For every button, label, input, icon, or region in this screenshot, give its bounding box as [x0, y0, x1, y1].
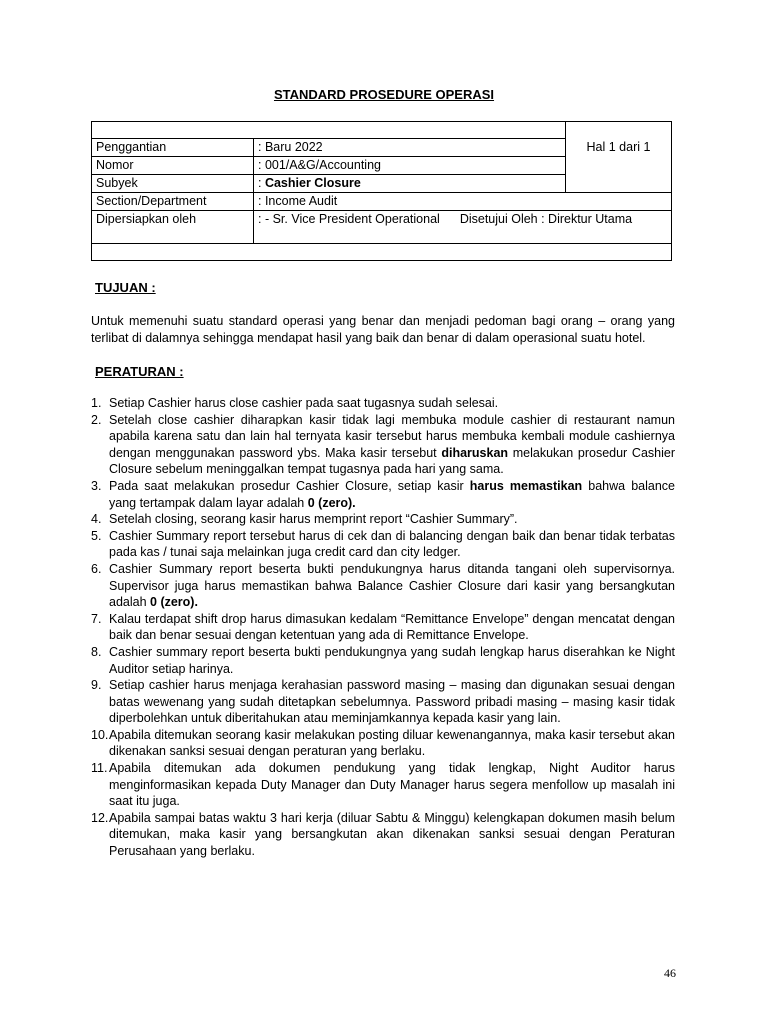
rules-list	[91, 395, 675, 860]
replacement-value: : Baru 2022	[254, 139, 566, 157]
section-label: Section/Department	[92, 193, 254, 211]
rule-item: 9. Setiap cashier harus menjaga kerahasian password masing – masing dan digunakan sesuai dengan batas wewenang yang sudah ditetapkan sebelumnya. Password pribadi masing – masing kasir tidak diperbolehkan untuk diberitahukan atau meminjamkannya kepada kasir yang lain.	[91, 678, 675, 726]
rule-item: 5. Cashier Summary report tersebut harus di cek dan di balancing dengan baik dan benar tidak terbatas pada kas / tunai saja melainkan juga credit card dan city ledger.	[91, 528, 675, 560]
number-label: Nomor	[92, 157, 254, 175]
replacement-label: Penggantian	[92, 139, 254, 157]
purpose-heading: TUJUAN :	[95, 280, 156, 295]
prepared-label: Dipersiapkan oleh	[92, 211, 254, 244]
page-info-cell	[566, 122, 672, 193]
subject-cell	[254, 175, 566, 193]
number-value: : 001/A&G/Accounting	[254, 157, 566, 175]
section-value: : Income Audit	[254, 193, 672, 211]
prepared-cell	[254, 211, 672, 244]
header-blank-row	[92, 122, 566, 139]
rule-item: 3. Pada saat melakukan prosedur Cashier Closure, setiap kasir harus memastikan bahwa balance yang tertampak dalam layar adalah 0 (zero).	[91, 478, 675, 510]
subject-prefix: :	[258, 176, 265, 190]
rule-item: 10. Apabila ditemukan seorang kasir melakukan posting diluar kewenangannya, maka kasir tersebut akan dikenakan sanksi sesuai dengan peraturan yang berlaku.	[91, 727, 675, 759]
approved-value: Disetujui Oleh : Direktur Utama	[459, 212, 633, 226]
rule-item: 4. Setelah closing, seorang kasir harus memprint report “Cashier Summary”.	[91, 512, 518, 527]
rule-item: 12. Apabila sampai batas waktu 3 hari kerja (diluar Sabtu & Minggu) kelengkapan dokumen masih belum ditemukan, maka kasir yang bersangkutan akan dikenakan sanksi sesuai dengan Peraturan Perusahaan yang berlaku.	[91, 810, 675, 859]
rule-item: 8. Cashier summary report beserta bukti pendukungnya yang sudah lengkap harus diserahkan ke Night Auditor setiap harinya.	[91, 644, 675, 676]
rule-item: 7. Kalau terdapat shift drop harus dimasukan kedalam “Remittance Envelope” dengan mencatat dengan baik dan benar sesuai dengan ketentuan yang ada di Remittance Envelope.	[91, 611, 675, 643]
document-title: STANDARD PROSEDURE OPERASI	[273, 87, 495, 102]
rule-item: 6. Cashier Summary report beserta bukti pendukungnya harus ditanda tangani oleh supervisornya. Supervisor juga harus memastikan bahwa Balance Cashier Closure dari kasir yang bersangkutan adalah 0 (zero).	[91, 561, 675, 610]
page-info: Hal 1 dari 1	[586, 140, 651, 154]
rules-heading: PERATURAN :	[95, 364, 184, 379]
sop-header-table	[91, 121, 672, 261]
purpose-text: Untuk memenuhi suatu standard operasi yang benar dan menjadi pedoman bagi orang – orang yang terlibat di dalamnya sehingga mendapat hasil yang baik dan benar di dalam operasional suatu hotel.	[91, 314, 675, 345]
subject-value: Cashier Closure	[264, 176, 361, 190]
rule-item: 2. Setelah close cashier diharapkan kasir tidak lagi membuka module cashier di restaurant namun apabila karena satu dan lain hal ternyata kasir tersebut harus membuka kembali module cashiernya dengan menggunakan password ybs. Maka kasir tersebut diharuskan melakukan prosedur Cashier Closure sebelum meninggalkan tempat tugasnya pada hari yang sama.	[91, 412, 675, 477]
prepared-value: : - Sr. Vice President Operational	[258, 212, 440, 226]
page-number: 46	[664, 966, 676, 980]
rule-item: 1. Setiap Cashier harus close cashier pada saat tugasnya sudah selesai.	[91, 396, 499, 410]
subject-label: Subyek	[92, 175, 254, 193]
header-blank-bottom	[92, 244, 672, 261]
rule-item: 11. Apabila ditemukan ada dokumen pendukung yang tidak lengkap, Night Auditor harus menginformasikan kepada Duty Manager dan Duty Manager harus segera menfollow up masalah ini saat itu juga.	[91, 761, 675, 809]
